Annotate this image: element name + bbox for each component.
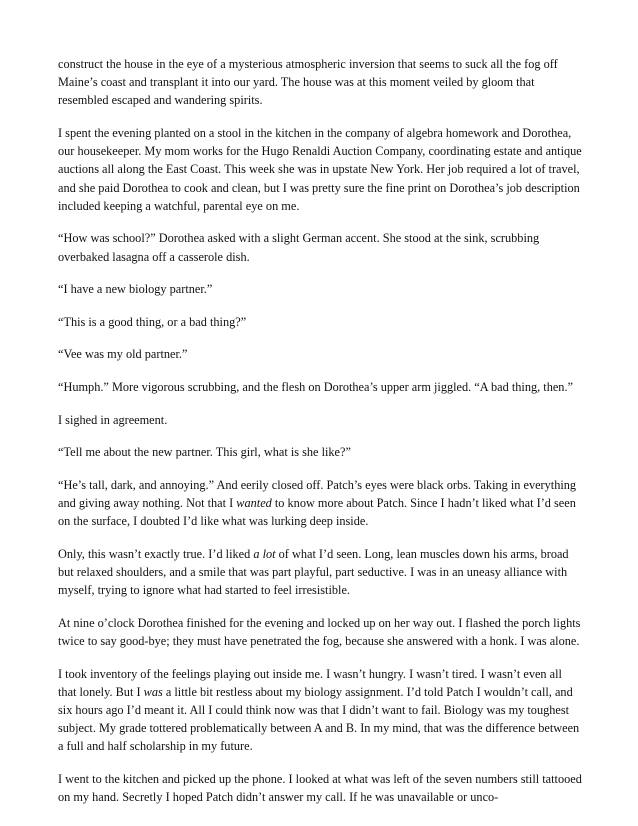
paragraph: Only, this wasn’t exactly true. I’d liked a lot of what I’d seen. Long, lean muscles down his arms, broad but relaxed shoulders, and a smile that was part playful, part seductive. I was in an uneasy alliance with myself, trying to ignore what had started to feel irresistible.: [58, 546, 569, 598]
paragraph: “I have a new biology partner.”: [58, 282, 213, 297]
paragraph: I went to the kitchen and picked up the phone. I looked at what was left of the seven numbers still tattooed on my hand. Secretly I hoped Patch didn’t answer my call. If he was unavailable or unco-: [58, 771, 582, 805]
paragraph: “He’s tall, dark, and annoying.” And eerily closed off. Patch’s eyes were black orbs. Taking in everything and giving away nothing. Not that I wanted to know more about Patch. Since I hadn’t liked what I’d seen on the surface, I doubted I’d like what was lurking deep inside.: [58, 477, 577, 529]
paragraph: “Humph.” More vigorous scrubbing, and the flesh on Dorothea’s upper arm jiggled. “A bad thing, then.”: [58, 379, 573, 394]
emphasis: wanted: [236, 495, 272, 510]
paragraph: “This is a good thing, or a bad thing?”: [58, 314, 247, 329]
paragraph: “Vee was my old partner.”: [58, 347, 188, 362]
paragraph: “How was school?” Dorothea asked with a slight German accent. She stood at the sink, scrubbing overbaked lasagna off a casserole dish.: [58, 231, 540, 264]
paragraph: “Tell me about the new partner. This girl, what is she like?”: [58, 445, 351, 460]
paragraph: I sighed in agreement.: [58, 412, 168, 427]
paragraph: At nine o’clock Dorothea finished for the evening and locked up on her way out. I flashed the porch lights twice to say good-bye; they must have penetrated the fog, because she answered with a honk. I was alone.: [58, 615, 581, 648]
book-page-body: [58, 55, 583, 821]
paragraph: I took inventory of the feelings playing out inside me. I wasn’t hungry. I wasn’t tired. I wasn’t even all that lonely. But I was a little bit restless about my biology assignment. I’d told Patch I wouldn’t call, and six hours ago I’d meant it. All I could think now was that I didn’t want to fail. Biology was my toughest subject. My grade tottered problematically between A and B. In my mind, that was the difference between a full and half scholarship in my future.: [58, 666, 580, 754]
paragraph: construct the house in the eye of a mysterious atmospheric inversion that seems to suck all the fog off Maine’s coast and transplant it into our yard. The house was at this moment veiled by gloom that resembled escaped and wandering spirits.: [58, 57, 558, 108]
paragraph: I spent the evening planted on a stool in the kitchen in the company of algebra homework and Dorothea, our housekeeper. My mom works for the Hugo Renaldi Auction Company, coordinating estate and antique auctions all along the East Coast. This week she was in upstate New York. Her job required a lot of travel, and she paid Dorothea to cook and clean, but I was pretty sure the fine print on Dorothea’s job description included keeping a watchful, parental eye on me.: [58, 126, 582, 213]
emphasis: a lot: [253, 546, 276, 561]
emphasis: was: [143, 684, 163, 699]
